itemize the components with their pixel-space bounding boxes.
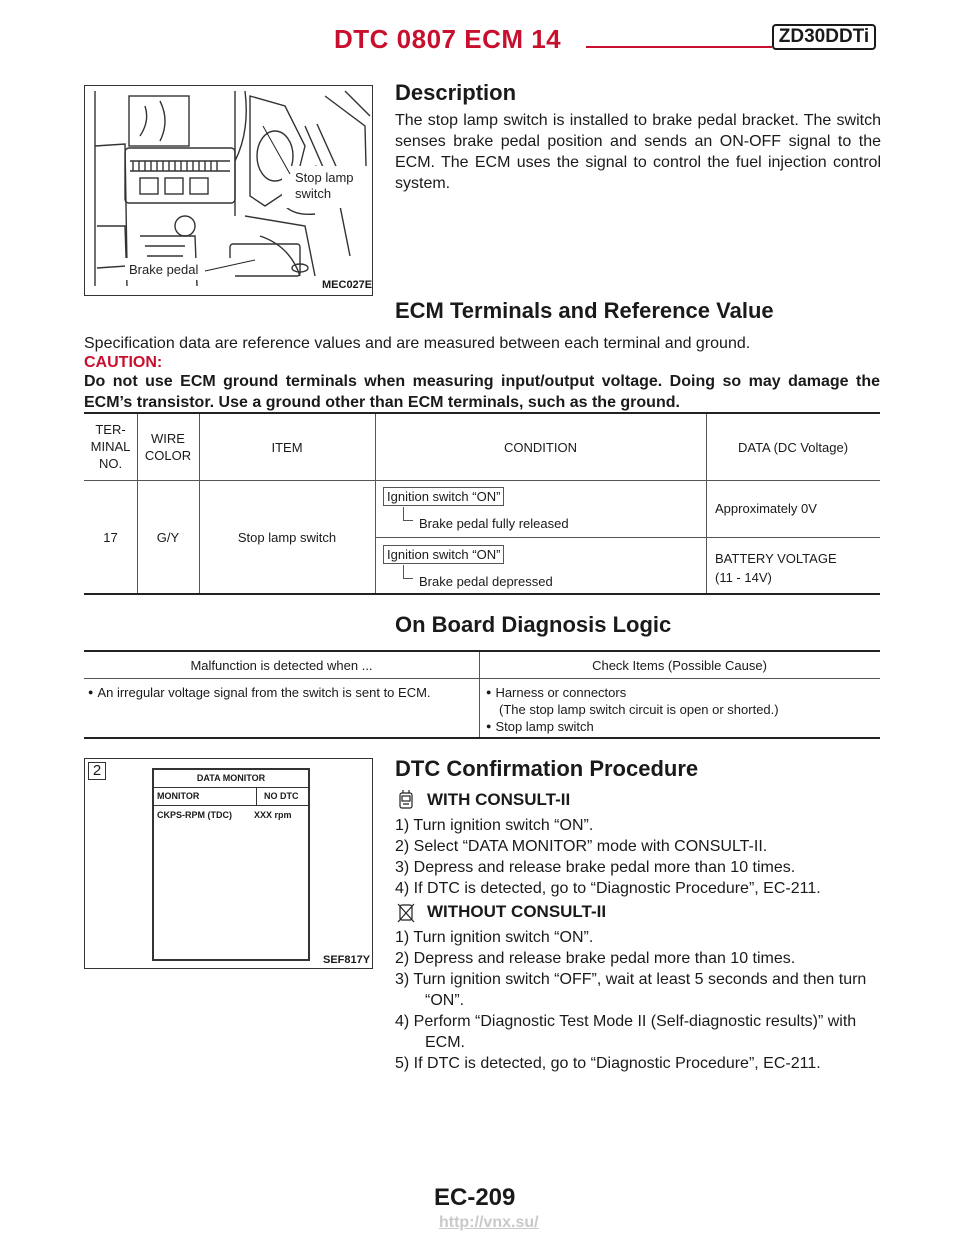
with-consult-steps: [395, 815, 821, 899]
row1-data: Approximately 0V: [715, 501, 817, 516]
col-condition-header: CONDITION: [504, 440, 577, 455]
step: 3) Depress and release brake pedal more than 10 times.: [395, 859, 796, 876]
step: 4) If DTC is detected, go to “Diagnostic Procedure”, EC-211.: [395, 880, 821, 897]
caution-text: Do not use ECM ground terminals when measuring input/output voltage. Doing so may damage the ECM’s transistor. Use a ground other than ECM terminals, such as the ground.: [84, 373, 880, 411]
figure-illustration: [85, 86, 373, 296]
wire-color: G/Y: [156, 530, 180, 545]
watermark-link[interactable]: http://vnx.su/: [439, 1214, 539, 1231]
col-data-header: DATA (DC Voltage): [737, 440, 849, 455]
col-item-header: ITEM: [271, 440, 303, 455]
ecm-heading: ECM Terminals and Reference Value: [395, 298, 774, 323]
model-badge: ZD30DDTi: [772, 24, 876, 50]
description-text: The stop lamp switch is installed to brake pedal bracket. The switch senses brake pedal position and sends an ON-OFF signal to the ECM. The ECM uses the signal to control the fuel injection control system.: [395, 112, 881, 192]
consult-icon: [397, 789, 415, 816]
caution-label: CAUTION:: [84, 354, 163, 371]
stop-lamp-callout: Stop lamp: [295, 170, 354, 185]
step: 2) Depress and release brake pedal more than 10 times.: [395, 950, 796, 967]
obd-left-header: Malfunction is detected when ...: [190, 658, 373, 673]
without-consult-steps: [395, 927, 881, 1074]
col-no-dtc: NO DTC: [264, 791, 299, 801]
col-monitor: MONITOR: [157, 791, 200, 801]
bullet: ●: [88, 687, 94, 697]
obd-heading: On Board Diagnosis Logic: [395, 612, 672, 637]
data-monitor-figure: [84, 758, 373, 969]
screen-title: DATA MONITOR: [154, 770, 308, 788]
without-consult-label: WITHOUT CONSULT-II: [427, 902, 607, 921]
monitor-row-label: CKPS-RPM (TDC): [157, 810, 232, 820]
step: 1) Turn ignition switch “ON”.: [395, 817, 594, 834]
page-number: EC-209: [434, 1184, 516, 1211]
obd-check-item-switch: Stop lamp switch: [495, 719, 594, 734]
col-terminal-header: TER- MINAL NO.: [90, 422, 131, 471]
step: 1) Turn ignition switch “ON”.: [395, 929, 594, 946]
terminal-number: 17: [103, 530, 118, 545]
row1-condition-box: Ignition switch “ON”: [383, 487, 504, 506]
table-top-rule: [84, 412, 880, 414]
step: 4) Perform “Diagnostic Test Mode II (Self-diagnostic results)” with: [395, 1013, 857, 1030]
monitor-row-value: XXX rpm: [254, 810, 292, 820]
spec-note: Specification data are reference values and are measured between each terminal and ground.: [84, 335, 751, 352]
step-continued: “ON”.: [425, 992, 465, 1009]
step: 2) Select “DATA MONITOR” mode with CONSULT-II.: [395, 838, 768, 855]
table-bottom-rule: [84, 593, 880, 595]
row2-condition-box: Ignition switch “ON”: [383, 545, 504, 564]
header-rule: [586, 46, 772, 48]
with-consult-label: WITH CONSULT-II: [427, 790, 571, 809]
row2-data: BATTERY VOLTAGE (11 - 14V): [715, 551, 837, 585]
stop-lamp-switch-figure: [84, 85, 373, 296]
col-wire-header: WIRE COLOR: [144, 431, 192, 463]
monitor-screen: [152, 768, 310, 961]
obd-right-header: Check Items (Possible Cause): [592, 658, 767, 673]
description-heading: Description: [395, 80, 517, 105]
row1-condition-sub: Brake pedal fully released: [419, 516, 569, 531]
figure1-code: MEC027E: [322, 279, 373, 291]
item-name: Stop lamp switch: [237, 530, 337, 545]
step-continued: ECM.: [425, 1034, 465, 1051]
obd-malfunction-item: An irregular voltage signal from the switch is sent to ECM.: [97, 685, 431, 700]
page-header-title: DTC 0807 ECM 14: [334, 24, 562, 54]
svg-text:switch: switch: [295, 186, 332, 201]
step: 3) Turn ignition switch “OFF”, wait at least 5 seconds and then turn: [395, 971, 867, 988]
dtc-heading: DTC Confirmation Procedure: [395, 756, 699, 781]
obd-check-item-harness: Harness or connectors: [495, 685, 627, 700]
no-consult-icon: [397, 901, 415, 928]
brake-pedal-callout: Brake pedal: [129, 262, 199, 277]
step: 5) If DTC is detected, go to “Diagnostic Procedure”, EC-211.: [395, 1055, 821, 1072]
obd-check-item-harness-sub: (The stop lamp switch circuit is open or shorted.): [499, 702, 779, 717]
figure2-code: SEF817Y: [323, 954, 371, 966]
row2-condition-sub: Brake pedal depressed: [419, 574, 553, 589]
figure-corner-number: 2: [88, 762, 106, 780]
